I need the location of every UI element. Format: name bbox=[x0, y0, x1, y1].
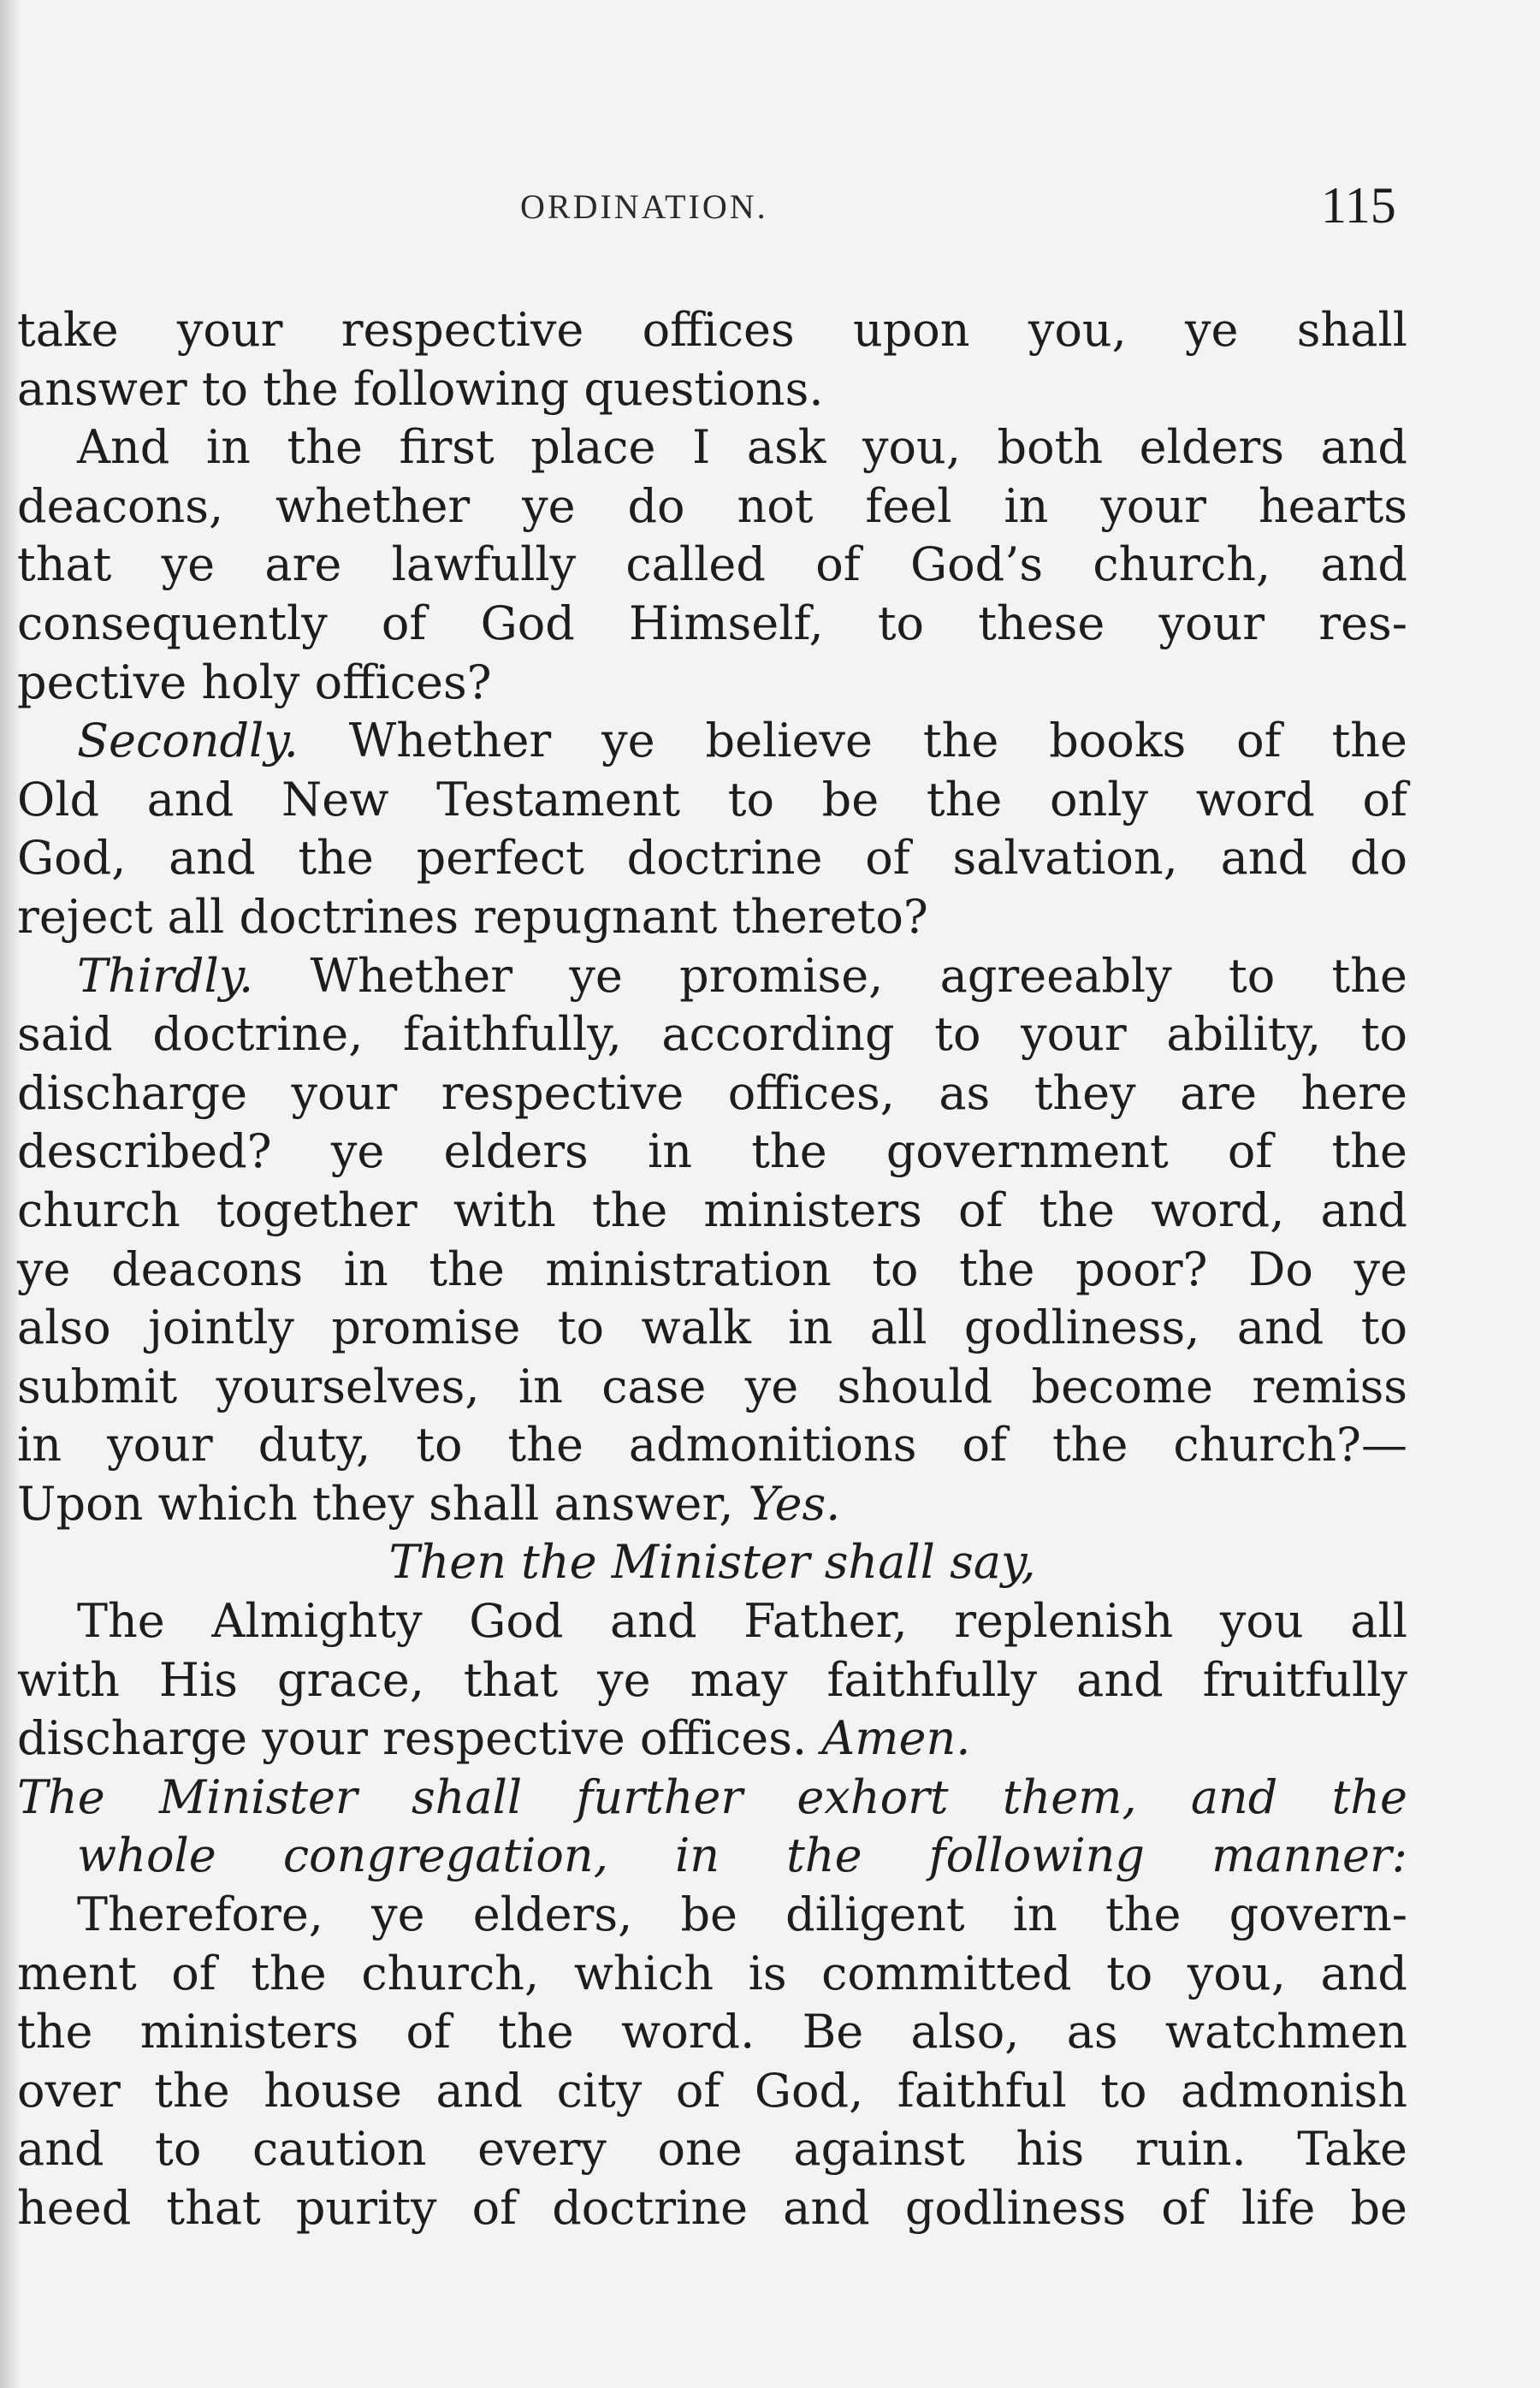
text-line bbox=[17, 947, 1407, 1006]
text-line: take your respective offices upon you, ye shall bbox=[17, 303, 1407, 357]
text-line: submit yourselves, in case ye should become remiss bbox=[17, 1359, 1407, 1413]
text-line: pective holy offices? bbox=[17, 655, 492, 709]
text-line: and to caution every one against his ruin. Take bbox=[17, 2122, 1407, 2177]
text-line: that ye are lawfully called of God’s church, and bbox=[17, 537, 1407, 592]
text-span: Upon which they shall answer, bbox=[17, 1476, 749, 1531]
rubric-exhort: The Minister shall further exhort them, and the bbox=[17, 1769, 1407, 1824]
text-line: ment of the church, which is committed to you, and bbox=[17, 1946, 1407, 2000]
text-line: over the house and city of God, faithful to admonish bbox=[17, 2063, 1407, 2118]
page-gutter-shadow bbox=[0, 0, 19, 2388]
text-line: Therefore, ye elders, be diligent in the govern- bbox=[77, 1887, 1407, 1942]
answer-yes: Yes. bbox=[748, 1476, 841, 1531]
secondly-label: Secondly. bbox=[77, 714, 299, 768]
rubric-minister-say: Then the Minister shall say, bbox=[388, 1535, 1036, 1590]
text-line bbox=[17, 1475, 1407, 1534]
text-line: church together with the ministers of the word, and bbox=[17, 1182, 1407, 1237]
rubric-exhort-cont: whole congregation, in the following manner: bbox=[77, 1828, 1407, 1883]
text-line: in your duty, to the admonitions of the church?— bbox=[17, 1418, 1407, 1473]
text-line: Old and New Testament to be the only word of bbox=[17, 772, 1407, 827]
text-span: Whether ye believe the books of the bbox=[298, 714, 1407, 768]
text-line bbox=[17, 712, 1407, 771]
body-text bbox=[17, 301, 1407, 2238]
text-line: The Almighty God and Father, replenish you all bbox=[77, 1594, 1407, 1649]
text-line: ye deacons in the ministration to the poor? Do ye bbox=[17, 1241, 1407, 1296]
text-line: answer to the following questions. bbox=[17, 361, 824, 416]
text-line: consequently of God Himself, to these your res- bbox=[17, 596, 1407, 650]
text-line: God, and the perfect doctrine of salvation, and do bbox=[17, 831, 1407, 886]
text-line: also jointly promise to walk in all godliness, and to bbox=[17, 1301, 1407, 1355]
text-line: discharge your respective offices, as they are here bbox=[17, 1065, 1407, 1120]
text-line: with His grace, that ye may faithfully and fruitfully bbox=[17, 1652, 1407, 1707]
text-line: And in the first place I ask you, both elders and bbox=[77, 420, 1407, 475]
text-line: deacons, whether ye do not feel in your hearts bbox=[17, 478, 1407, 533]
text-line: said doctrine, faithfully, according to your ability, to bbox=[17, 1007, 1407, 1062]
amen: Amen. bbox=[821, 1711, 971, 1766]
text-line: reject all doctrines repugnant thereto? bbox=[17, 889, 928, 944]
thirdly-label: Thirdly. bbox=[77, 948, 254, 1003]
running-title: ORDINATION. bbox=[520, 187, 768, 226]
text-line: heed that purity of doctrine and godliness of life be bbox=[17, 2181, 1407, 2235]
text-line: the ministers of the word. Be also, as watchmen bbox=[17, 2005, 1407, 2059]
text-span: discharge your respective offices. bbox=[17, 1711, 822, 1766]
page-header bbox=[0, 177, 1540, 246]
text-line: described? ye elders in the government of the bbox=[17, 1124, 1407, 1179]
text-line bbox=[17, 1710, 1407, 1769]
page-number: 115 bbox=[1321, 177, 1396, 234]
text-span: Whether ye promise, agreeably to the bbox=[253, 948, 1407, 1003]
